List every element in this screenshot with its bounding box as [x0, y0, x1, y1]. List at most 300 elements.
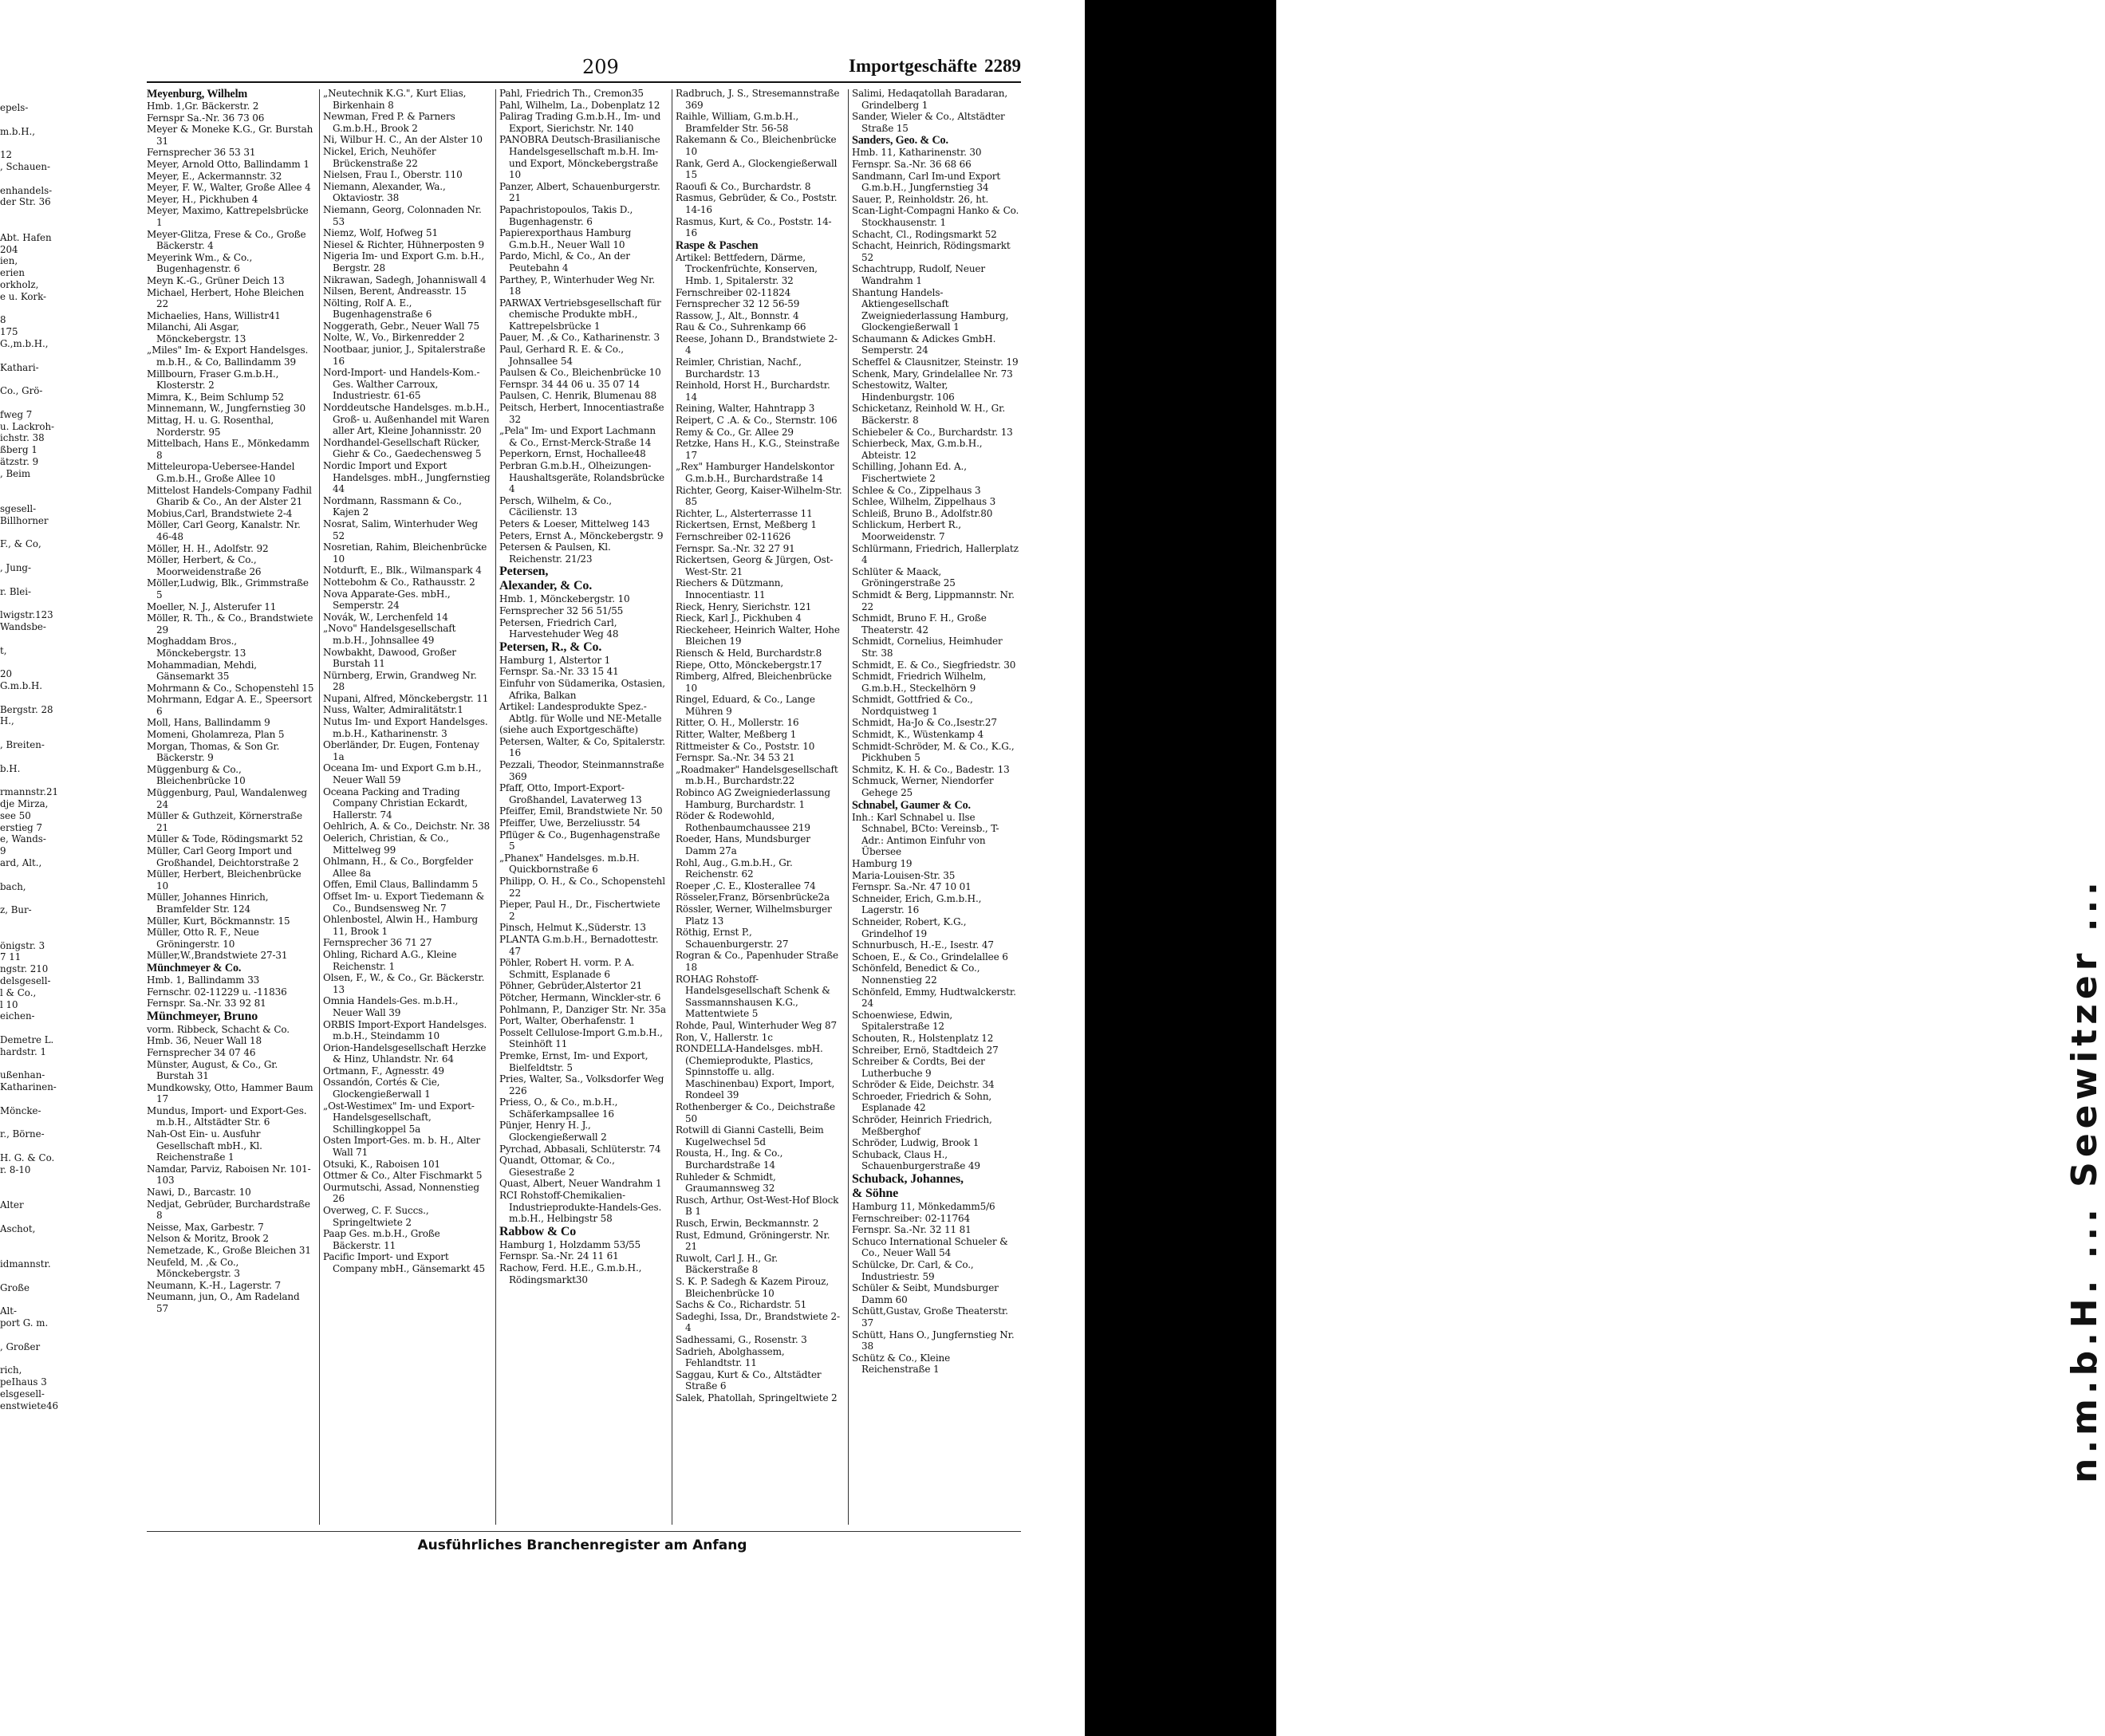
directory-entry: Nawi, D., Barcastr. 10	[147, 1187, 251, 1199]
fragment-line: önigstr. 3	[0, 939, 45, 951]
directory-entry: Mohrmann, Edgar A. E., Speersort 6	[147, 694, 312, 717]
directory-entry: Fernspr. Sa.-Nr. 24 11 61	[499, 1250, 619, 1262]
fragment-line: 7 11	[0, 951, 22, 963]
fragment-line: ußenhan-	[0, 1069, 45, 1081]
fragment-line: sgesell-	[0, 503, 37, 515]
directory-entry: Millbourn, Fraser G.m.b.H., Klosterstr. 2	[147, 368, 279, 392]
directory-entry: Möller, H. H., Adolfstr. 92	[147, 542, 269, 554]
fragment-line	[0, 1246, 64, 1258]
directory-entry: Quast, Albert, Neuer Wandrahm 1	[499, 1178, 662, 1190]
directory-entry: Roeder, Hans, Mundsburger Damm 27a	[676, 833, 810, 856]
directory-entry: Neisse, Max, Garbestr. 7	[147, 1221, 264, 1233]
directory-entry: Robinco AG Zweigniederlassung Hamburg, Burchardstr. 1	[676, 787, 830, 810]
fragment-line	[0, 597, 64, 609]
directory-entry: Orion-Handelsgesellschaft Herzke & Hinz, Uhlandstr. Nr. 64	[323, 1041, 487, 1065]
directory-entry: Müller & Tode, Rödingsmarkt 52	[147, 833, 303, 845]
directory-entry: Sandmann, Carl Im-und Export G.m.b.H., Jungfernstieg 34	[852, 170, 1001, 194]
directory-entry: S. K. P. Sadegh & Kazem Pirouz, Bleichenbrücke 10	[676, 1275, 829, 1299]
fragment-line: r. Blei-	[0, 585, 32, 597]
directory-entry: Saggau, Kurt & Co., Altstädter Straße 6	[676, 1368, 822, 1392]
directory-entry: Fernspr. Sa.-Nr. 34 53 21	[676, 752, 795, 764]
directory-entry: Minnemann, W., Jungfernstieg 30	[147, 403, 306, 415]
directory-entry: Schmidt & Berg, Lippmannstr. Nr. 22	[852, 589, 1015, 612]
directory-entry: Schmitz, K. H. & Co., Badestr. 13	[852, 763, 1010, 775]
fragment-line	[0, 114, 64, 126]
fragment-line	[0, 1117, 64, 1129]
directory-entry: Persch, Wilhelm, & Co., Cäcilienstr. 13	[499, 494, 612, 518]
fragment-line: Kathari-	[0, 361, 39, 373]
directory-entry: „Pela" Im- und Export Lachmann & Co., Ernst-Merck-Straße 14	[499, 425, 656, 448]
directory-entry: Olsen, F., W., & Co., Gr. Bäckerstr. 13	[323, 972, 485, 995]
directory-entry: Hamburg 1, Holzdamm 53/55	[499, 1238, 641, 1250]
directory-entry: Posselt Cellulose-Import G.m.b.H., Steinhöft 11	[499, 1026, 663, 1050]
directory-entry: Remy & Co., Gr. Allee 29	[676, 426, 794, 438]
directory-entry: Ourmutschi, Assad, Nonnenstieg 26	[323, 1181, 479, 1205]
directory-entry: Mitteleuropa-Uebersee-Handel G.m.b.H., Große Allee 10	[147, 461, 295, 484]
fragment-line	[0, 751, 64, 763]
directory-entry: Niemz, Wolf, Hofweg 51	[323, 227, 438, 239]
fragment-line: hardstr. 1	[0, 1045, 46, 1057]
directory-entry: Rohl, Aug., G.m.b.H., Gr. Reichenstr. 62	[676, 856, 793, 880]
directory-entry: Meyer, H., Pickhuben 4	[147, 193, 258, 205]
directory-entry: Rimberg, Alfred, Bleichenbrücke 10	[676, 671, 832, 694]
fragment-line: see 50	[0, 809, 31, 821]
directory-entry: Schmidt, Cornelius, Heimhuder Str. 38	[852, 636, 1003, 659]
fragment-line	[0, 1187, 64, 1199]
fragment-line: lwigstr.123	[0, 609, 53, 621]
column-1	[147, 88, 314, 1528]
directory-entry: Overweg, C. F. Succs., Springeltwiete 2	[323, 1205, 429, 1228]
directory-entry: Rusch, Erwin, Beckmannstr. 2	[676, 1218, 819, 1229]
directory-entry: Oceana Packing and Trading Company Christian Eckardt, Hallerstr. 74	[323, 785, 468, 821]
directory-entry: Fernspr. Sa.-Nr. 33 92 81	[147, 998, 266, 1010]
fragment-line	[0, 1176, 64, 1188]
fragment-line: der Str. 36	[0, 196, 51, 208]
directory-entry: Mittelost Handels-Company Fadhil Gharib & Co., An der Alster 21	[147, 484, 312, 508]
directory-entry: Roeper ,C. E., Klosterallee 74	[676, 880, 816, 892]
directory-entry: Schröder & Eide, Deichstr. 34	[852, 1079, 995, 1091]
directory-entry: Müggenburg & Co., Bleichenbrücke 10	[147, 763, 246, 787]
directory-entry: Fernschreiber 02-11626	[676, 530, 791, 542]
fragment-line: Alt-	[0, 1305, 18, 1317]
fragment-line	[0, 1022, 64, 1034]
fragment-line	[0, 1293, 64, 1305]
directory-entry: „Rex" Hamburger Handelskontor G.m.b.H., Burchardstraße 14	[676, 461, 834, 484]
directory-entry: Nosrat, Salim, Winterhuder Weg 52	[323, 518, 479, 541]
directory-entry: Ohling, Richard A.G., Kleine Reichenstr. 1	[323, 948, 457, 972]
directory-entry: Schmidt, Friedrich Wilhelm, G.m.b.H., Steckelhörn 9	[852, 671, 987, 694]
directory-entry: Nölting, Rolf A. E., Bugenhagenstraße 6	[323, 297, 432, 321]
fragment-line	[0, 208, 64, 220]
fragment-line: ngstr. 210	[0, 963, 49, 975]
directory-entry: Maria-Louisen-Str. 35	[852, 869, 956, 881]
directory-entry: Schierbeck, Max, G.m.b.H., Abteistr. 12	[852, 438, 983, 461]
fragment-line	[0, 633, 64, 645]
directory-entry: Mobius,Carl, Brandstwiete 2-4	[147, 507, 293, 519]
fragment-line: r. 8-10	[0, 1163, 31, 1175]
fragment-line: peIhaus 3	[0, 1376, 47, 1388]
fragment-line: Wandsbe-	[0, 621, 46, 633]
directory-entry: Milanchi, Ali Asgar, Mönckebergstr. 13	[147, 321, 246, 344]
column-2	[323, 88, 491, 1528]
directory-entry: Neumann, jun, O., Am Radeland 57	[147, 1291, 300, 1314]
directory-entry: Salimi, Hedaqatollah Baradaran, Grindelberg 1	[852, 88, 1008, 111]
fragment-line: epels-	[0, 102, 29, 113]
directory-entry: Reimler, Christian, Nachf., Burchardstr. 13	[676, 356, 802, 380]
directory-entry: Mundus, Import- und Export-Ges. m.b.H., Altstädter Str. 6	[147, 1104, 307, 1128]
directory-entry: Petersen,	[499, 565, 549, 579]
fragment-line: 175	[0, 326, 18, 338]
directory-entry: Rössler, Werner, Wilhelmsburger Platz 13	[676, 903, 832, 927]
directory-entry: Nolte, W., Vo., Birkenredder 2	[323, 332, 465, 344]
fragment-line: 204	[0, 243, 18, 255]
fragment-line: b.H.	[0, 762, 21, 774]
directory-entry: Nottebohm & Co., Rathausstr. 2	[323, 576, 475, 588]
directory-entry: Sanders, Geo. & Co.	[852, 134, 948, 148]
column-5	[852, 88, 1019, 1528]
fragment-line: ien,	[0, 255, 18, 267]
fragment-line: , Beim	[0, 467, 31, 479]
directory-entry: Ritter, O. H., Mollerstr. 16	[676, 717, 799, 729]
directory-entry: Raspe & Paschen	[676, 238, 759, 252]
directory-entry: Rakemann & Co., Bleichenbrücke 10	[676, 134, 837, 157]
directory-entry: Fernspr. 34 44 06 u. 35 07 14	[499, 378, 640, 390]
directory-entry: Schmidt, K., Wüstenkamp 4	[852, 729, 984, 741]
directory-entry: Schneider, Erich, G.m.b.H., Lagerstr. 16	[852, 892, 982, 916]
fragment-line: Abt. Hafen	[0, 231, 52, 243]
directory-entry: Müller, Carl Georg Import und Großhandel, Deichtorstraße 2	[147, 845, 299, 868]
section-code: 2289	[984, 56, 1021, 76]
directory-entry: Nupani, Alfred, Mönckebergstr. 11	[323, 692, 489, 704]
directory-entry: Sauer, P., Reinholdstr. 26, ht.	[852, 193, 989, 205]
fragment-line	[0, 137, 64, 149]
directory-entry: Schreiber & Cordts, Bei der Lutherbuche 9	[852, 1056, 985, 1079]
directory-entry: Pfaff, Otto, Import-Export-Großhandel, Lavaterweg 13	[499, 782, 642, 805]
directory-entry: Papachristopoulos, Takis D., Bugenhagenstr. 6	[499, 203, 633, 227]
directory-entry: Pauer, M. ,& Co., Katharinenstr. 3	[499, 332, 660, 344]
directory-entry: Hmb. 1,Gr. Bäckerstr. 2	[147, 100, 259, 112]
directory-entry: Rasmus, Gebrüder, & Co., Poststr. 14-16	[676, 192, 838, 215]
directory-entry: Omnia Handels-Ges. m.b.H., Neuer Wall 39	[323, 995, 459, 1018]
directory-entry: Offen, Emil Claus, Ballindamm 5	[323, 879, 479, 891]
directory-entry: Rust, Edmund, Gröningerstr. Nr. 21	[676, 1229, 830, 1253]
fragment-line: fweg 7	[0, 408, 33, 420]
fragment-line: m.b.H.,	[0, 125, 36, 137]
directory-entry: Schmidt, Ha-Jo & Co.,Isestr.27	[852, 717, 997, 729]
directory-entry: Rieckeheer, Heinrich Walter, Hohe Bleichen 19	[676, 624, 840, 648]
directory-entry: Schuco International Schueler & Co., Neuer Wall 54	[852, 1235, 1008, 1259]
directory-entry: Pflüger & Co., Bugenhagenstraße 5	[499, 829, 660, 852]
directory-entry: Schneider, Robert, K.G., Grindelhof 19	[852, 915, 967, 939]
directory-entry: Hamburg 19	[852, 858, 913, 869]
page-footer: Ausführliches Branchenregister am Anfang	[417, 1537, 747, 1553]
directory-entry: Schlüter & Maack, Gröningerstraße 25	[852, 565, 956, 589]
directory-entry: Novák, W., Lerchenfeld 14	[323, 611, 448, 623]
fragment-line	[0, 916, 64, 928]
directory-entry: Meyerink Wm., & Co., Bugenhagenstr. 6	[147, 251, 253, 275]
binding-margin	[1027, 0, 2105, 1736]
directory-entry: Nowbakht, Dawood, Großer Burstah 11	[323, 646, 456, 670]
directory-entry: Newman, Fred P. & Parners G.m.b.H., Brook 2	[323, 111, 455, 134]
fragment-line: G.,m.b.H.,	[0, 337, 49, 349]
directory-entry: Reese, Johann D., Brandstwiete 2-4	[676, 333, 838, 356]
directory-entry: Panzer, Albert, Schauenburgerstr. 21	[499, 180, 660, 204]
directory-entry: Pahl, Wilhelm, La., Dobenplatz 12	[499, 99, 660, 111]
directory-entry: Moll, Hans, Ballindamm 9	[147, 717, 270, 729]
directory-entry: Schüler & Seibt, Mundsburger Damm 60	[852, 1282, 999, 1305]
fragment-line: , Großer	[0, 1340, 41, 1352]
fragment-line: r., Börne-	[0, 1128, 45, 1140]
directory-entry: Schleiß, Bruno B., Adolfstr.80	[852, 507, 993, 519]
directory-entry: Möller,Ludwig, Blk., Grimmstraße 5	[147, 577, 309, 600]
directory-entry: Meyer, E., Ackermannstr. 32	[147, 170, 282, 182]
fragment-line: Möncke-	[0, 1104, 41, 1116]
fragment-line: ätzstr. 9	[0, 455, 39, 467]
fragment-line: z, Bur-	[0, 904, 32, 916]
directory-entry: Ossandón, Cortés & Cie, Glockengießerwall 1	[323, 1077, 440, 1100]
directory-entry: Salek, Phatollah, Springeltwiete 2	[676, 1392, 838, 1403]
fragment-line: Co., Grö-	[0, 385, 43, 397]
directory-entry: Peperkorn, Ernst, Hochallee48	[499, 448, 646, 460]
fragment-line: bach,	[0, 880, 26, 892]
directory-entry: Artikel: Landesprodukte Spez.-Abtlg. für Wolle und NE-Metalle	[499, 701, 662, 724]
directory-entry: Möller, R. Th., & Co., Brandstwiete 29	[147, 612, 313, 636]
directory-entry: Schaumann & Adickes GmbH. Semperstr. 24	[852, 333, 996, 356]
directory-entry: Fernschreiber 02-11824	[676, 286, 791, 298]
directory-entry: Rickertsen, Georg & Jürgen, Ost-West-Str. 21	[676, 554, 834, 577]
directory-entry: Artikel: Bettfedern, Därme, Trockenfrüchte, Konserven, Hmb. 1, Spitalerstr. 32	[676, 251, 818, 286]
directory-entry: vorm. Ribbeck, Schacht & Co.	[147, 1023, 290, 1035]
fragment-line: Bergstr. 28	[0, 703, 53, 715]
directory-entry: Retzke, Hans H., K.G., Steinstraße 17	[676, 438, 840, 461]
fragment-line: , Schauen-	[0, 160, 50, 172]
fragment-line: elsgesell-	[0, 1388, 45, 1399]
fragment-line: eichen-	[0, 1010, 35, 1022]
fragment-line: ichstr. 38	[0, 432, 45, 444]
fragment-line: enstwiete46	[0, 1399, 58, 1411]
directory-entry: Rohde, Paul, Winterhuder Weg 87	[676, 1019, 837, 1031]
directory-entry: Schachtrupp, Rudolf, Neuer Wandrahm 1	[852, 263, 985, 286]
directory-entry: Ohlenbostel, Alwin H., Hamburg 11, Brook 1	[323, 914, 479, 937]
directory-entry: Sachs & Co., Richardstr. 51	[676, 1299, 807, 1311]
directory-entry: Petersen, Friedrich Carl, Harvestehuder Weg 48	[499, 616, 619, 640]
directory-entry: Mundkowsky, Otto, Hammer Baum 17	[147, 1081, 313, 1105]
directory-entry: Sadhessami, G., Rosenstr. 3	[676, 1333, 807, 1345]
fragment-line: t,	[0, 644, 7, 656]
directory-entry: Port, Walter, Oberhafenstr. 1	[499, 1015, 636, 1027]
directory-entry: Schreiber, Ernö, Stadtdeich 27	[852, 1044, 999, 1056]
fragment-line: 12	[0, 149, 13, 161]
directory-entry: Rieck, Karl J., Pickhuben 4	[676, 612, 802, 624]
directory-entry: Nedjat, Gebrüder, Burchardstraße 8	[147, 1198, 310, 1222]
fragment-line: Demetre L.	[0, 1033, 54, 1045]
directory-entry: Priess, O., & Co., m.b.H., Schäferkampsallee 16	[499, 1096, 618, 1120]
directory-entry: Quandt, Ottomar, & Co., Giesestraße 2	[499, 1155, 615, 1178]
scan-dark-edge	[1085, 0, 1276, 1736]
fragment-line: 9	[0, 845, 6, 857]
fragment-line: enhandels-	[0, 184, 53, 196]
directory-entry: Fernspr. Sa.-Nr. 33 15 41	[499, 666, 619, 678]
directory-entry: Morgan, Thomas, & Son Gr. Bäckerstr. 9	[147, 740, 280, 764]
directory-entry: Mittag, H. u. G. Rosenthal, Norderstr. 95	[147, 415, 274, 438]
fragment-line: l & Co.,	[0, 986, 37, 998]
directory-entry: Nova Apparate-Ges. mbH., Semperstr. 24	[323, 588, 451, 612]
directory-entry: PARWAX Vertriebsgesellschaft für chemische Produkte mbH., Kattrepelsbrücke 1	[499, 297, 661, 332]
directory-entry: Nilsen, Berent, Andreasstr. 15	[323, 285, 467, 297]
directory-entry: Meyer & Moneke K.G., Gr. Burstah 31	[147, 124, 313, 147]
directory-entry: Petersen, R., & Co.	[499, 640, 602, 654]
directory-entry: Rothenberger & Co., Deichstraße 50	[676, 1101, 835, 1124]
directory-entry: Ni, Wilbur H. C., An der Alster 10	[323, 134, 483, 146]
directory-entry: Notdurft, E., Blk., Wilmanspark 4	[323, 565, 482, 577]
directory-entry: Schilling, Johann Ed. A., Fischertwiete 2	[852, 461, 967, 484]
fragment-line	[0, 1235, 64, 1247]
directory-entry: Namdar, Parviz, Raboisen Nr. 101-103	[147, 1163, 311, 1187]
directory-entry: Rittmeister & Co., Poststr. 10	[676, 740, 815, 752]
directory-entry: Schiebeler & Co., Burchardstr. 13	[852, 426, 1013, 438]
directory-entry: Schlee & Co., Zippelhaus 3	[852, 484, 981, 496]
directory-entry: Schnabel, Gaumer & Co.	[852, 798, 971, 812]
directory-entry: Rousta, H., Ing. & Co., Burchardstraße 14	[676, 1147, 783, 1171]
directory-entry: (siehe auch Exportgeschäfte)	[499, 724, 638, 736]
fragment-line	[0, 491, 64, 503]
directory-entry: Münchmeyer & Co.	[147, 961, 242, 974]
fragment-line	[0, 1211, 64, 1223]
directory-entry: Nielsen, Frau I., Oberstr. 110	[323, 169, 463, 181]
directory-entry: Pfeiffer, Emil, Brandstwiete Nr. 50	[499, 805, 663, 817]
directory-entry: Pünjer, Henry H. J., Glockengießerwall 2	[499, 1120, 607, 1144]
directory-entry: RONDELLA-Handelsges. mbH. (Chemieprodukte, Plastics, Spinnstoffe u. allg. Maschinenbau) Export, Import, Rondeel 39	[676, 1043, 835, 1101]
directory-entry: Petersen & Paulsen, Kl. Reichenstr. 21/23	[499, 541, 611, 565]
directory-entry: Fernsprecher 34 07 46	[147, 1046, 256, 1058]
directory-entry: „Novo" Handelsgesellschaft m.b.H., Johnsallee 49	[323, 623, 456, 646]
fragment-line: , Breiten-	[0, 739, 45, 751]
directory-entry: Philipp, O. H., & Co., Schopenstehl 22	[499, 876, 665, 899]
footer-rule	[147, 1531, 1021, 1532]
directory-entry: Nordic Import und Export Handelsges. mbH., Jungfernstieg 44	[323, 460, 491, 495]
directory-entry: Richter, Georg, Kaiser-Wilhelm-Str. 85	[676, 484, 842, 508]
directory-entry: Nikrawan, Sadegh, Johanniswall 4	[323, 274, 487, 285]
directory-entry: Ritter, Walter, Meßberg 1	[676, 729, 797, 741]
directory-entry: Schröder, Heinrich Friedrich, Meßberghof	[852, 1114, 992, 1137]
directory-entry: Hmb. 1, Ballindamm 33	[147, 974, 260, 986]
directory-entry: Peters, Ernst A., Mönckebergstr. 9	[499, 529, 664, 541]
directory-entry: Alexander, & Co.	[499, 579, 593, 593]
directory-entry: Schönfeld, Emmy, Hudtwalckerstr. 24	[852, 986, 1016, 1010]
directory-entry: Einfuhr von Südamerika, Ostasien, Afrika, Balkan	[499, 677, 665, 701]
directory-entry: Hmb. 11, Katharinenstr. 30	[852, 147, 982, 159]
header-rule	[147, 81, 1021, 83]
directory-entry: Inh.: Karl Schnabel u. Ilse Schnabel, BCto: Vereinsb., T-Adr.: Antimon Einfuhr von Übersee	[852, 811, 999, 858]
directory-entry: Neumann, K.-H., Lagerstr. 7	[147, 1279, 281, 1291]
directory-entry: Schmidt-Schröder, M. & Co., K.G., Pickhuben 5	[852, 740, 1015, 764]
directory-entry: Nordhandel-Gesellschaft Rücker, Giehr & Co., Gaedechensweg 5	[323, 436, 482, 460]
fragment-line	[0, 774, 64, 786]
fragment-line	[0, 527, 64, 539]
directory-entry: Fernsprecher 36 53 31	[147, 147, 256, 159]
directory-entry: Premke, Ernst, Im- und Export, Bielfeldtstr. 5	[499, 1049, 648, 1073]
directory-entry: Nordmann, Rassmann & Co., Kajen 2	[323, 494, 462, 518]
directory-entry: Oberländer, Dr. Eugen, Fontenay 1a	[323, 739, 479, 762]
directory-entry: RCI Rohstoff-Chemikalien-Industrieprodukte-Handels-Ges. m.b.H., Helbingstr 58	[499, 1190, 662, 1225]
directory-entry: Schenk, Mary, Grindelallee Nr. 73	[852, 368, 1013, 380]
directory-entry: Müller, Otto R. F., Neue Gröningerstr. 10	[147, 927, 259, 950]
column-3	[499, 88, 667, 1528]
fragment-line	[0, 1058, 64, 1070]
fragment-line: erien	[0, 267, 25, 279]
fragment-line: e, Wands-	[0, 833, 46, 845]
directory-entry: Rassow, J., Alt., Bonnstr. 4	[676, 309, 799, 321]
directory-entry: Peters & Loeser, Mittelweg 143	[499, 518, 650, 529]
directory-entry: Schütz & Co., Kleine Reichenstraße 1	[852, 1352, 951, 1376]
directory-entry: Scan-Light-Compagni Hanko & Co. Stockhausenstr. 1	[852, 205, 1019, 228]
directory-entry: Nah-Ost Ein- u. Ausfuhr Gesellschaft mbH., Kl. Reichenstraße 1	[147, 1128, 262, 1163]
fragment-line: G.m.b.H.	[0, 680, 43, 692]
directory-entry: Riensch & Held, Burchardstr.8	[676, 647, 822, 659]
directory-entry: Moeller, N. J., Alsterufer 11	[147, 600, 277, 612]
directory-entry: Schicketanz, Reinhold W. H., Gr. Bäckerstr. 8	[852, 403, 1006, 427]
directory-entry: Nuss, Walter, Admiralitätstr.1	[323, 704, 463, 716]
directory-entry: Müller & Guthzeit, Körnerstraße 21	[147, 810, 302, 833]
directory-entry: Rickertsen, Ernst, Meßberg 1	[676, 519, 817, 531]
directory-entry: Raihle, William, G.m.b.H., Bramfelder Str. 56-58	[676, 111, 799, 134]
directory-entry: Ron, V., Hallerstr. 1c	[676, 1031, 773, 1043]
directory-entry: Münster, August, & Co., Gr. Burstah 31	[147, 1058, 278, 1082]
fragment-line	[0, 892, 64, 904]
directory-entry: Sadeghi, Issa, Dr., Brandstwiete 2-4	[676, 1310, 840, 1334]
fragment-line	[0, 1270, 64, 1282]
directory-entry: Fernsprecher 36 71 27	[323, 937, 432, 949]
directory-entry: Neufeld, M. ,& Co., Mönckebergstr. 3	[147, 1256, 240, 1280]
directory-entry: Möller, Carl Georg, Kanalstr. Nr. 46-48	[147, 519, 301, 542]
fragment-line: idmannstr.	[0, 1258, 51, 1270]
fragment-line: orkholz,	[0, 278, 39, 290]
directory-entry: Ortmann, F., Agnesstr. 49	[323, 1065, 444, 1077]
directory-entry: Röthig, Ernst P., Schauenburgerstr. 27	[676, 927, 789, 950]
page-number: 209	[582, 56, 619, 78]
directory-entry: Schouten, R., Holstenplatz 12	[852, 1032, 994, 1044]
directory-entry: Scheffel & Clausnitzer, Steinstr. 19	[852, 356, 1019, 368]
directory-entry: Röder & Rodewohld, Rothenbaumchaussee 219	[676, 810, 810, 833]
directory-entry: Sander, Wieler & Co., Altstädter Straße 15	[852, 111, 1005, 134]
fragment-line: ard, Alt.,	[0, 857, 42, 868]
directory-entry: Fernschreiber: 02-11764	[852, 1212, 970, 1224]
fragment-line: delsgesell-	[0, 974, 51, 986]
directory-entry: Schmidt, Gottfried & Co., Nordquistweg 1	[852, 694, 973, 717]
directory-entry: Meyer-Glitza, Frese & Co., Große Bäckerstr. 4	[147, 228, 306, 252]
directory-entry: Schacht, Heinrich, Rödingsmarkt 52	[852, 240, 1011, 263]
directory-entry: Rösseler,Franz, Börsenbrücke2a	[676, 892, 830, 903]
directory-entry: Fernspr. Sa.-Nr. 32 11 81	[852, 1224, 972, 1236]
directory-entry: Mohammadian, Mehdi, Gänsemarkt 35	[147, 659, 257, 683]
directory-entry: Fernspr. Sa.-Nr. 36 68 66	[852, 158, 972, 170]
fragment-line	[0, 480, 64, 492]
directory-entry: Münchmeyer, Bruno	[147, 1009, 258, 1023]
section-title: Importgeschäfte	[849, 56, 977, 76]
directory-entry: Pardo, Michl, & Co., An der Peutebahn 4	[499, 250, 630, 274]
directory-entry: Hmb. 1, Mönckebergstr. 10	[499, 593, 630, 605]
directory-entry: Papierexporthaus Hamburg G.m.b.H., Neuer Wall 10	[499, 227, 632, 250]
directory-entry: Schacht, Cl., Rodingsmarkt 52	[852, 228, 997, 240]
directory-entry: PANOBRA Deutsch-Brasilianische Handelsgesellschaft m.b.H. Im-und Export, Mönckebergstraße 10	[499, 134, 660, 181]
directory-entry: Hamburg 11, Mönkedamm5/6	[852, 1201, 995, 1213]
directory-entry: Schuback, Claus H., Schauenburgerstraße 49	[852, 1148, 980, 1172]
directory-entry: Nigeria Im- und Export G.m. b.H., Bergstr. 28	[323, 250, 485, 274]
directory-entry: Shantung Handels-Aktiengesellschaft Zweigniederlassung Hamburg, Glockengießerwall 1	[852, 286, 1009, 333]
directory-entry: Pohlmann, P., Danziger Str. Nr. 35a	[499, 1003, 666, 1015]
fragment-line: H. G. & Co.	[0, 1151, 55, 1163]
fragment-line	[0, 727, 64, 739]
